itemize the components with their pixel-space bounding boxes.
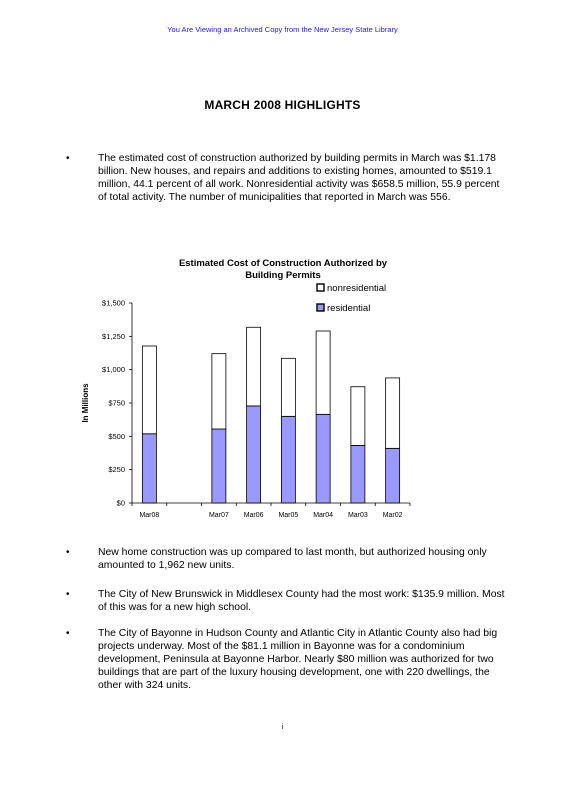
archive-banner[interactable]: You Are Viewing an Archived Copy from the New Jersey State Library [167,25,398,34]
page-title: MARCH 2008 HIGHLIGHTS [204,98,361,112]
bullet-text: The City of Bayonne in Hudson County and Atlantic City in Atlantic County also had big projects underway. Most of the $81.1 million in Bayonne was for a condominium development, Peninsula at Bayonne Harbor. Nearly $80 million was authorized for two buildings that are part of the luxury housing development, one with 220 dwellings, the other with 324 units. [98,628,498,691]
bullet-text: New home construction was up compared to last month, but authorized housing only amounted to 1,962 new units. [98,547,487,571]
bullet-text: The City of New Brunswick in Middlesex County had the most work: $135.9 million. Most of this was for a new high school. [98,589,505,613]
bar-nonresidential [142,346,156,434]
x-tick-label: Mar06 [243,512,264,519]
bar-nonresidential [247,327,261,406]
bar-residential [281,416,295,503]
y-tick-label: $1,000 [102,365,125,375]
bullet-item [66,627,506,692]
chart-title: Estimated Cost of Construction Authorized by [178,258,388,269]
x-tick-label: Mar02 [382,512,403,519]
bullet-icon: • [66,547,70,558]
y-tick-label: $500 [108,431,125,441]
x-tick-label: Mar08 [139,512,160,519]
construction-cost-chart [70,250,440,530]
legend-label-nonresidential: nonresidential [327,283,387,294]
bar-residential [386,448,400,503]
bar-residential [316,414,330,503]
bullet-icon: • [66,628,70,639]
x-tick-label: Mar03 [347,512,368,519]
bar-residential [247,406,261,503]
y-tick-label: $250 [108,465,125,475]
bar-nonresidential [212,354,226,429]
bullet-text: The estimated cost of construction authorized by building permits in March was $1.178 billion. New houses, and repairs and additions to existing homes, amounted to $519.1 million, 44.1 percent of all work. Nonresidential activity was $658.5 million, 55.9 percent of total activity. The number of municipalities that reported in March was 556. [98,153,500,203]
y-tick-label: $1,500 [102,298,125,308]
bar-nonresidential [316,331,330,414]
x-tick-label: Mar05 [278,512,299,519]
y-tick-label: $750 [108,398,125,408]
bar-residential [212,429,226,503]
y-axis-label: In Millions [81,383,90,423]
legend-label-residential: residential [327,303,371,314]
x-tick-label: Mar07 [208,512,229,519]
bar-nonresidential [351,387,365,446]
bullet-item [66,546,506,572]
bullet-icon: • [66,589,70,600]
y-tick-label: $1,250 [102,331,125,341]
bullet-item [66,152,506,204]
bullet-item [66,588,506,614]
bar-residential [351,445,365,503]
bar-nonresidential [386,378,400,448]
y-tick-label: $0 [116,498,125,508]
chart-svg [70,250,440,530]
legend-swatch-residential [317,304,324,311]
bar-nonresidential [281,358,295,416]
bar-residential [142,434,156,503]
page-number: i [281,724,284,731]
chart-title: Building Permits [245,270,321,281]
legend-swatch-nonresidential [317,284,324,291]
bullet-icon: • [66,153,70,164]
x-tick-label: Mar04 [313,512,334,519]
